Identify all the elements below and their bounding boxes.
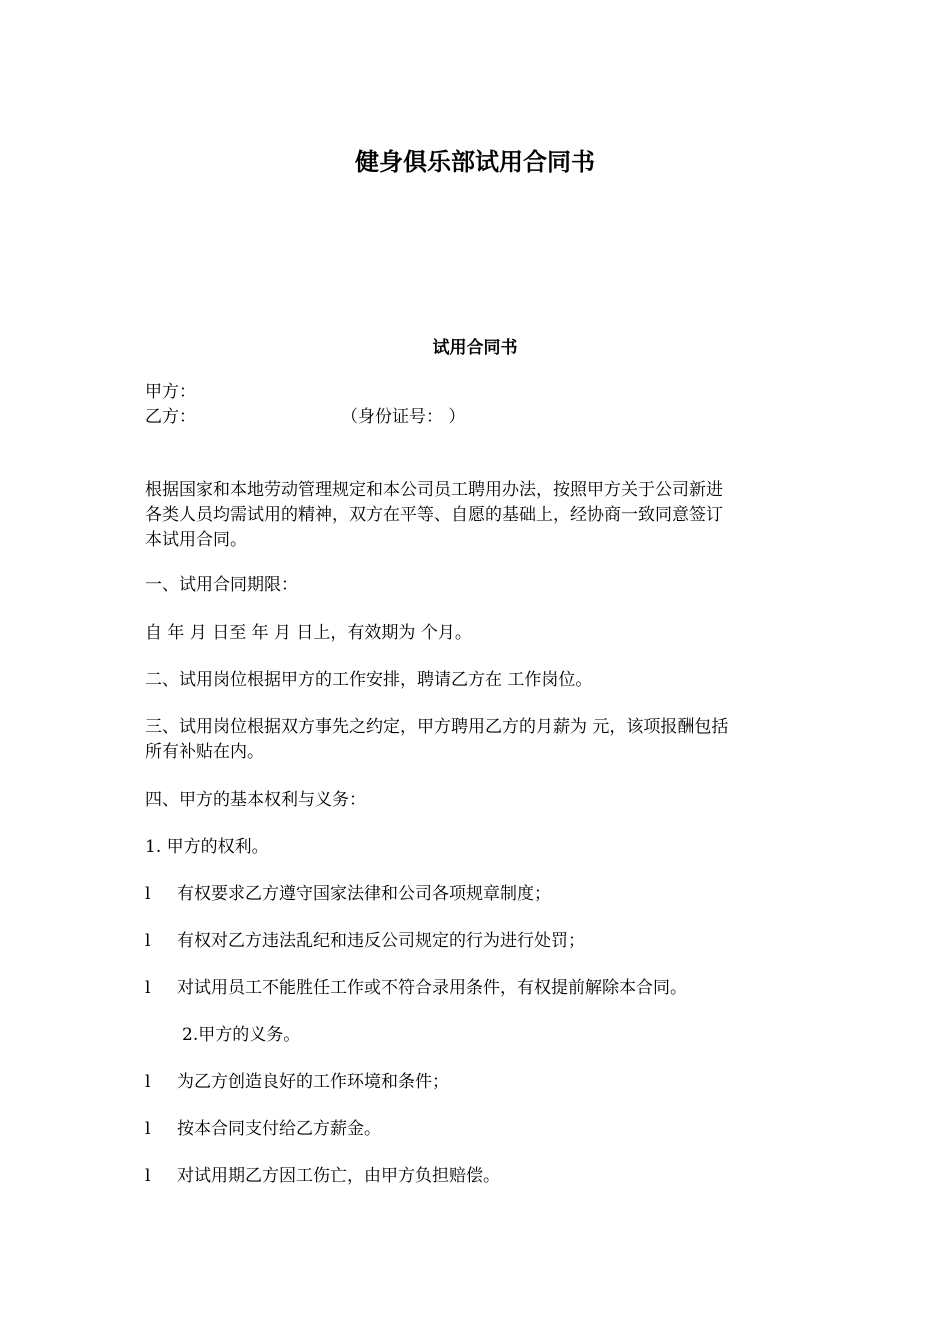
list-item-text: 有权要求乙方遵守国家法律和公司各项规章制度；	[177, 884, 551, 904]
list-item-marker: l	[145, 1119, 151, 1139]
list-item-text: 为乙方创造良好的工作环境和条件；	[177, 1072, 449, 1092]
list-item	[145, 1164, 500, 1188]
duties-heading: 2.甲方的义务。	[182, 1025, 301, 1045]
list-item	[145, 882, 551, 906]
list-item-marker: l	[145, 1166, 151, 1186]
list-item-marker: l	[145, 978, 151, 998]
list-item-text: 对试用员工不能胜任工作或不符合录用条件，有权提前解除本合同。	[177, 978, 687, 998]
list-item	[145, 1070, 449, 1094]
contract-subtitle: 试用合同书	[432, 338, 518, 358]
intro-line-3: 本试用合同。	[145, 530, 247, 550]
list-item-text: 按本合同支付给乙方薪金。	[177, 1119, 381, 1139]
party-b-label: 乙方：	[145, 407, 196, 427]
list-item-marker: l	[145, 931, 151, 951]
document-title: 健身俱乐部试用合同书	[355, 148, 595, 176]
clause2-text: 二、试用岗位根据甲方的工作安排，聘请乙方在 工作岗位。	[145, 670, 593, 690]
clause1-heading: 一、试用合同期限：	[145, 575, 298, 595]
list-item-marker: l	[145, 884, 151, 904]
list-item-marker: l	[145, 1072, 151, 1092]
intro-line-1: 根据国家和本地劳动管理规定和本公司员工聘用办法，按照甲方关于公司新进	[145, 480, 723, 500]
list-item	[145, 976, 687, 1000]
party-b-id-label: （身份证号： ）	[341, 407, 466, 427]
list-item	[145, 1117, 381, 1141]
list-item	[145, 929, 585, 953]
clause3-line-1: 三、试用岗位根据双方事先之约定，甲方聘用乙方的月薪为 元，该项报酬包括	[145, 717, 729, 737]
clause1-text: 自 年 月 日至 年 月 日上，有效期为 个月。	[145, 623, 472, 643]
list-item-text: 有权对乙方违法乱纪和违反公司规定的行为进行处罚；	[177, 931, 585, 951]
list-item-text: 对试用期乙方因工伤亡，由甲方负担赔偿。	[177, 1166, 500, 1186]
party-b-line	[145, 405, 545, 429]
clause3-line-2: 所有补贴在内。	[145, 742, 264, 762]
rights-heading: 1. 甲方的权利。	[145, 837, 269, 857]
intro-line-2: 各类人员均需试用的精神，双方在平等、自愿的基础上，经协商一致同意签订	[145, 505, 723, 525]
party-a-label: 甲方：	[145, 382, 196, 402]
clause4-heading: 四、甲方的基本权利与义务：	[145, 790, 366, 810]
